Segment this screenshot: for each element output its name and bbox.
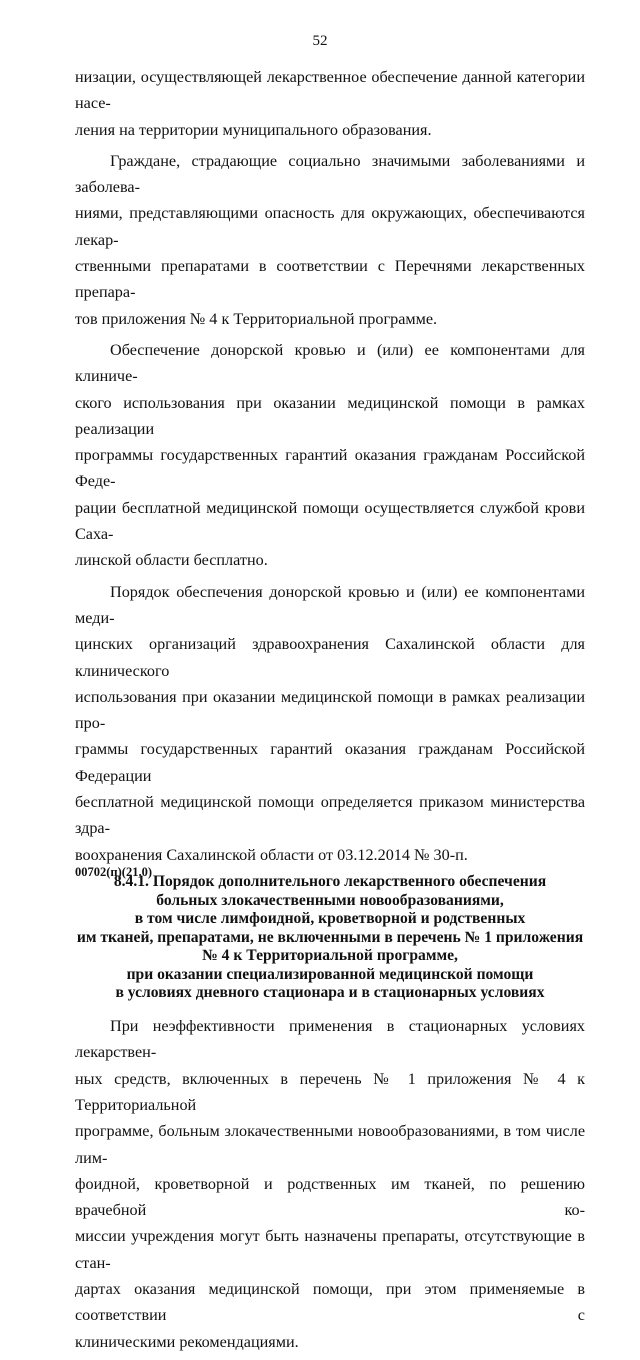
paragraph bbox=[75, 148, 585, 332]
text-line: ского использования при оказании медицинской помощи в рамках реализации bbox=[75, 393, 585, 438]
text-line: ственными препаратами в соответствии с Перечнями лекарственных препара- bbox=[75, 257, 585, 302]
text-line: воохранения Сахалинской области от 03.12.2014 № 30-п. bbox=[75, 845, 468, 864]
paragraph bbox=[75, 579, 585, 868]
heading-line: при оказании специализированной медицинской помощи bbox=[126, 965, 534, 983]
text-line: Граждане, страдающие социально значимыми заболеваниями и заболева- bbox=[75, 151, 585, 197]
text-line: ных средств, включенных в перечень № 1 приложения № 4 к Территориальной bbox=[75, 1069, 585, 1114]
heading-line: 8.4.1. Порядок дополнительного лекарственного обеспечения bbox=[113, 872, 547, 890]
paragraph bbox=[75, 1013, 585, 1355]
heading-line: им тканей, препаратами, не включенными в перечень № 1 приложения bbox=[76, 928, 584, 946]
paragraph-after-heading bbox=[75, 1013, 585, 1355]
text-line: дартах оказания медицинской помощи, при этом применяемые в соответствии с bbox=[75, 1280, 585, 1325]
text-line: программы государственных гарантий оказания гражданам Российской Феде- bbox=[75, 446, 585, 491]
text-line: программе, больным злокачественными новообразованиями, в том числе лим- bbox=[75, 1122, 585, 1167]
text-line: низации, осуществляющей лекарственное обеспечение данной категории насе- bbox=[75, 68, 585, 113]
text-line: линской области бесплатно. bbox=[75, 551, 268, 570]
document-code: 00702(п)(21.0) bbox=[75, 865, 152, 879]
text-line: Обеспечение донорской кровью и (или) ее компонентами для клиниче- bbox=[75, 340, 585, 386]
text-line: граммы государственных гарантий оказания гражданам Российской Федерации bbox=[75, 740, 585, 785]
text-line: цинских организаций здравоохранения Сахалинской области для клинического bbox=[75, 635, 585, 680]
text-line: ниями, представляющими опасность для окружающих, обеспечиваются лекар- bbox=[75, 204, 585, 249]
text-line: миссии учреждения могут быть назначены препараты, отсутствующие в стан- bbox=[75, 1227, 585, 1272]
text-line: При неэффективности применения в стационарных условиях лекарствен- bbox=[75, 1017, 585, 1062]
paragraph bbox=[75, 64, 585, 143]
heading-line: в условиях дневного стационара и в стационарных условиях bbox=[115, 984, 545, 1002]
heading-line: больных злокачественными новообразованиями, bbox=[156, 891, 504, 909]
heading-line: в том числе лимфоидной, кроветворной и родственных bbox=[134, 910, 526, 928]
text-line: фоидной, кроветворной и родственных им тканей, по решению врачебной ко- bbox=[75, 1174, 585, 1220]
text-line: тов приложения № 4 к Территориальной программе. bbox=[75, 309, 438, 328]
text-line: ления на территории муниципального образования. bbox=[75, 120, 432, 139]
paragraph bbox=[75, 337, 585, 574]
page-number: 52 bbox=[312, 33, 328, 49]
text-line: использования при оказании медицинской помощи в рамках реализации про- bbox=[75, 687, 585, 733]
text-line: клиническими рекомендациями. bbox=[75, 1332, 299, 1351]
text-line: рации бесплатной медицинской помощи осуществляется службой крови Саха- bbox=[75, 498, 585, 544]
document-body bbox=[75, 64, 585, 1360]
heading-line: № 4 к Территориальной программе, bbox=[202, 947, 458, 965]
text-line: бесплатной медицинской помощи определяется приказом министерства здра- bbox=[75, 793, 585, 838]
section-heading bbox=[75, 873, 585, 1003]
text-line: Порядок обеспечения донорской кровью и (или) ее компонентами меди- bbox=[75, 582, 585, 627]
paragraphs-before-heading bbox=[75, 64, 585, 868]
